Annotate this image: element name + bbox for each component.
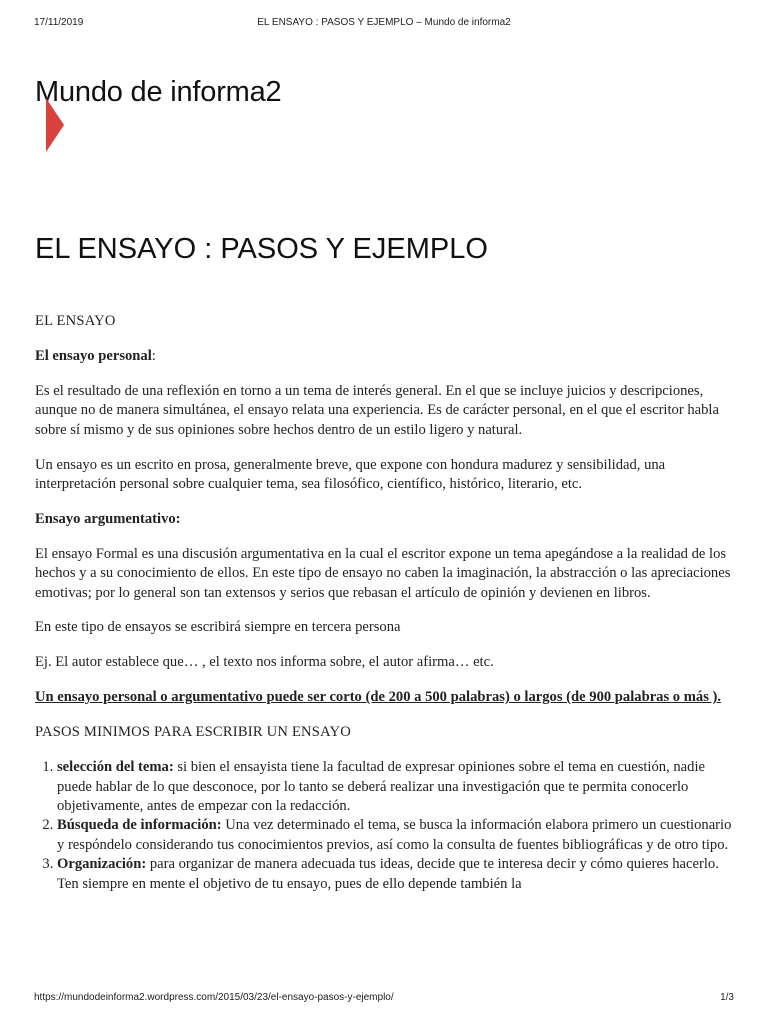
argumentativo-paragraph-3: Ej. El autor establece que… , el texto nos informa sobre, el autor afirma… etc.: [35, 654, 494, 671]
post-title: EL ENSAYO : PASOS Y EJEMPLO: [35, 233, 488, 265]
site-arrow-icon: [46, 98, 64, 152]
argumentativo-paragraph-2: En este tipo de ensayos se escribirá siempre en tercera persona: [35, 619, 401, 636]
print-url: https://mundodeinforma2.wordpress.com/2015/03/23/el-ensayo-pasos-y-ejemplo/: [34, 992, 394, 1003]
site-title[interactable]: Mundo de informa2: [35, 76, 282, 108]
print-page-number: 1/3: [720, 992, 734, 1003]
personal-heading-colon: :: [151, 347, 156, 364]
personal-paragraph-1: Es el resultado de una reflexión en torno a un tema de interés general. En el que se incluye juicios y descripciones, aunque no de manera simultánea, el ensayo relata una experiencia. Es de carácter personal, en el que el escritor habla sobre sí mismo y de sus opiniones sobre hechos dentro de un estilo ligero y natural.: [35, 382, 719, 438]
length-note-line: [35, 688, 733, 707]
step-text: si bien el ensayista tiene la facultad de expresar opiniones sobre el tema en cuestión, nadie puede hablar de lo que desconoce, por lo tanto se deberá realizar una investigación que te permita conocerlo objetivamente, antes de empezar con la redacción.: [57, 759, 705, 814]
post-content: [35, 312, 733, 894]
personal-paragraph-2: Un ensayo es un escrito en prosa, generalmente breve, que expone con hondura madurez y sensibilidad, una interpretación personal sobre cualquier tema, sea filosófico, científico, histórico, literario, etc.: [35, 456, 666, 492]
personal-heading-line: [35, 347, 733, 366]
step-term: Organización:: [57, 856, 147, 873]
section-heading-ensayo: EL ENSAYO: [35, 313, 116, 329]
step-text: Una vez determinado el tema, se busca la información elabora primero un cuestionario y respóndelo considerando tus conocimientos previos, así como la consulta de fuentes bibliográficas y de otro tipo.: [57, 817, 732, 853]
personal-heading: El ensayo personal: [35, 347, 152, 364]
steps-list: [35, 758, 733, 894]
list-item: [57, 855, 733, 894]
argumentativo-paragraph-1: El ensayo Formal es una discusión argumentativa en la cual el escritor expone un tema apegándose a la realidad de los hechos y a su conocimiento de ellos. En este tipo de ensayo no caben la imaginación, la abstracción o las apreciaciones emotivas; por lo general son tan extensos y serios que rebasan el artículo de opinión y devienen en libros.: [35, 545, 731, 601]
argumentativo-heading: Ensayo argumentativo:: [35, 510, 181, 527]
step-text: para organizar de manera adecuada tus ideas, decide que te interesa decir y cómo quieres hacerlo. Ten siempre en mente el objetivo de tu ensayo, pues de ello depende también la: [57, 856, 719, 892]
steps-heading: PASOS MINIMOS PARA ESCRIBIR UN ENSAYO: [35, 724, 351, 741]
argumentativo-heading-line: [35, 510, 733, 529]
step-term: Búsqueda de información:: [57, 817, 222, 834]
step-term: selección del tema:: [57, 759, 174, 776]
print-page-title: EL ENSAYO : PASOS Y EJEMPLO – Mundo de informa2: [257, 17, 511, 28]
length-note: Un ensayo personal o argumentativo puede ser corto (de 200 a 500 palabras) o largos (de 900 palabras o más ).: [35, 689, 722, 706]
list-item: [57, 758, 733, 816]
print-date: 17/11/2019: [34, 17, 84, 28]
list-item: [57, 816, 733, 855]
